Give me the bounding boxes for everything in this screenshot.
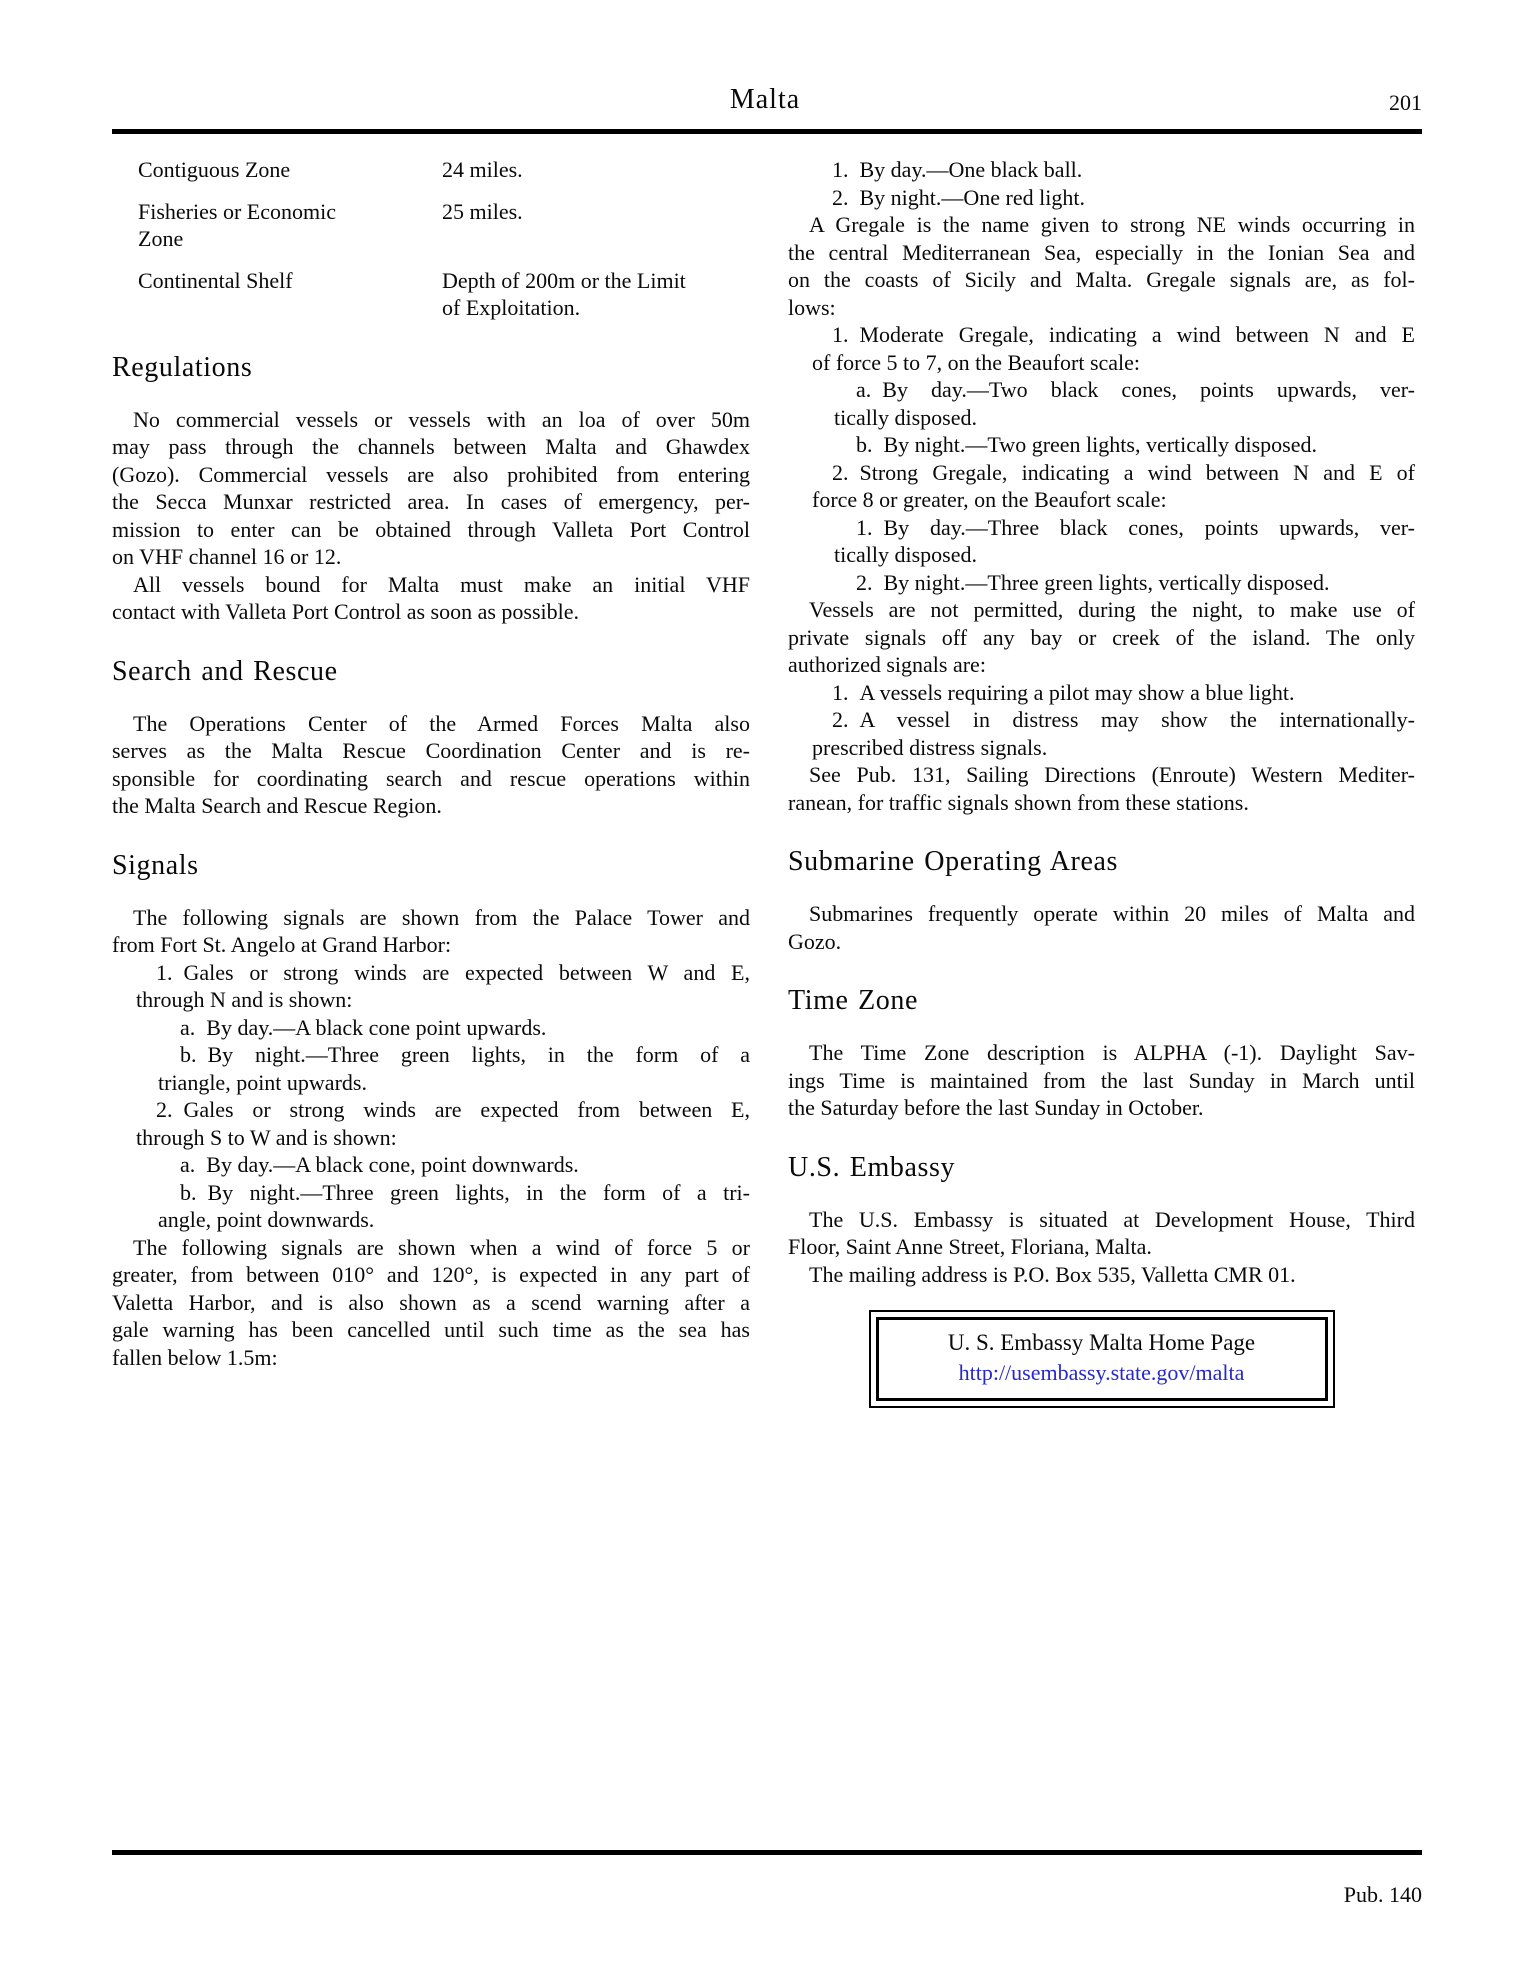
list-item (788, 569, 1415, 597)
text-line: Gozo. (788, 928, 842, 954)
paragraph (788, 761, 1415, 816)
section-heading: Regulations (112, 351, 253, 383)
paragraph (112, 1234, 750, 1372)
text-line: lows: (788, 294, 836, 320)
text-line: Contiguous Zone (138, 157, 291, 182)
table-row (112, 267, 750, 322)
text-line: on VHF channel 16 or 12. (112, 544, 342, 569)
text-line: The Time Zone description is ALPHA (-1). Daylight Sav- (809, 1040, 1415, 1065)
text-line: a. By day.—A black cone, point downwards. (180, 1152, 579, 1177)
text-line: 2. By night.—Three green lights, vertically disposed. (856, 569, 1330, 595)
text-line: through S to W and is shown: (136, 1124, 397, 1150)
zone-value (442, 267, 750, 322)
text-line: All vessels bound for Malta must make an initial VHF (133, 571, 750, 597)
text-line: The following signals are shown when a wind of force 5 or (133, 1234, 750, 1260)
section-heading: Submarine Operating Areas (788, 846, 1119, 877)
list-item (112, 1041, 750, 1096)
text-line: The Operations Center of the Armed Forces Malta also (133, 710, 750, 736)
text-line: the Saturday before the last Sunday in October. (788, 1095, 1204, 1120)
text-line: 2. Gales or strong winds are expected from between E, (156, 1097, 750, 1122)
page-title: Malta (729, 84, 801, 115)
zone-value (442, 198, 750, 253)
text-line: greater, from between 010° and 120°, is expected in any part of (112, 1262, 750, 1287)
header-rule (112, 129, 1422, 134)
text-line: fallen below 1.5m: (112, 1344, 278, 1370)
embassy-link[interactable]: http://usembassy.state.gov/malta (958, 1360, 1245, 1385)
text-line: b. By night.—Three green lights, in the form of a (180, 1042, 750, 1067)
text-line: b. By night.—Two green lights, vertically disposed. (856, 432, 1318, 457)
footer-pub-number: Pub. 140 (1343, 1882, 1422, 1907)
text-line: 2. A vessel in distress may show the internationally- (832, 707, 1415, 732)
text-line: tically disposed. (834, 542, 977, 567)
text-line: A Gregale is the name given to strong NE winds occurring in (809, 212, 1415, 237)
text-line: 1. Moderate Gregale, indicating a wind between N and E (832, 322, 1415, 347)
text-line: tically disposed. (834, 404, 977, 430)
paragraph (112, 710, 750, 820)
text-line: Floor, Saint Anne Street, Floriana, Malta. (788, 1234, 1152, 1259)
text-line: See Pub. 131, Sailing Directions (Enroute) Western Mediter- (809, 762, 1415, 787)
embassy-box (869, 1310, 1335, 1408)
zone-value (442, 156, 750, 184)
text-line: 1. Gales or strong winds are expected between W and E, (156, 959, 750, 985)
zone-label (138, 156, 442, 184)
list-item (112, 1014, 750, 1042)
paragraph (788, 1039, 1415, 1122)
text-line: from Fort St. Angelo at Grand Harbor: (112, 932, 452, 957)
right-column (788, 156, 1415, 1408)
section-heading: Signals (112, 849, 199, 881)
text-line: 2. Strong Gregale, indicating a wind between N and E of (832, 459, 1415, 485)
text-line: of force 5 to 7, on the Beaufort scale: (812, 349, 1141, 375)
text-line: The U.S. Embassy is situated at Development House, Third (809, 1206, 1415, 1232)
list-item (788, 459, 1415, 514)
page-number: 201 (1389, 90, 1422, 115)
text-line: a. By day.—A black cone point upwards. (180, 1014, 547, 1040)
text-line: private signals off any bay or creek of the island. The only (788, 624, 1415, 650)
text-line: The mailing address is P.O. Box 535, Valletta CMR 01. (809, 1261, 1296, 1287)
paragraph (788, 1261, 1415, 1289)
text-line: 25 miles. (442, 198, 523, 224)
text-line: ranean, for traffic signals shown from these stations. (788, 789, 1249, 815)
list-item (112, 1151, 750, 1179)
text-line: contact with Valleta Port Control as soon as possible. (112, 599, 580, 624)
text-line: the Secca Munxar restricted area. In cases of emergency, per- (112, 489, 750, 514)
text-line: Zone (138, 226, 184, 251)
list-item (788, 321, 1415, 376)
maritime-zones-table (112, 156, 750, 322)
text-line: authorized signals are: (788, 652, 986, 677)
list-item (112, 1096, 750, 1151)
text-line: sponsible for coordinating search and rescue operations within (112, 765, 750, 791)
text-line: (Gozo). Commercial vessels are also prohibited from entering (112, 461, 750, 487)
text-line: b. By night.—Three green lights, in the form of a tri- (180, 1179, 750, 1205)
paragraph (788, 900, 1415, 955)
text-line: Valetta Harbor, and is also shown as a scend warning after a (112, 1289, 750, 1315)
list-item (788, 376, 1415, 431)
text-line: through N and is shown: (136, 987, 353, 1012)
text-line: a. By day.—Two black cones, points upwards, ver- (856, 377, 1415, 402)
left-column (112, 156, 750, 1371)
paragraph (788, 1206, 1415, 1261)
text-line: of Exploitation. (442, 295, 581, 320)
text-line: mission to enter can be obtained through Valleta Port Control (112, 516, 750, 542)
list-item (788, 184, 1415, 212)
zone-label (138, 267, 442, 322)
section-heading: Search and Rescue (112, 655, 338, 687)
paragraph (112, 571, 750, 626)
list-item (788, 156, 1415, 184)
embassy-box-inner (876, 1317, 1328, 1401)
text-line: No commercial vessels or vessels with an loa of over 50m (133, 406, 750, 432)
paragraph (112, 406, 750, 571)
embassy-box-title: U. S. Embassy Malta Home Page (947, 1330, 1256, 1355)
list-item (788, 514, 1415, 569)
text-line: 24 miles. (442, 157, 523, 182)
section-heading: Time Zone (788, 985, 919, 1016)
text-line: 1. A vessels requiring a pilot may show a blue light. (832, 679, 1295, 705)
text-line: Fisheries or Economic (138, 198, 336, 224)
footer-rule (112, 1850, 1422, 1855)
text-line: The following signals are shown from the Palace Tower and (133, 904, 750, 930)
list-item (788, 431, 1415, 459)
text-line: Continental Shelf (138, 267, 293, 293)
text-line: 2. By night.—One red light. (832, 184, 1085, 210)
text-line: Depth of 200m or the Limit (442, 267, 686, 293)
paragraph (112, 904, 750, 959)
text-line: ings Time is maintained from the last Sunday in March until (788, 1067, 1415, 1093)
table-row (112, 198, 750, 253)
section-heading: U.S. Embassy (788, 1151, 956, 1183)
text-line: 1. By day.—One black ball. (832, 157, 1083, 182)
text-line: the central Mediterranean Sea, especially in the Ionian Sea and (788, 239, 1415, 265)
text-line: Submarines frequently operate within 20 miles of Malta and (809, 901, 1415, 926)
text-line: gale warning has been cancelled until such time as the sea has (112, 1317, 750, 1342)
list-item (788, 679, 1415, 707)
paragraph (788, 596, 1415, 679)
text-line: 1. By day.—Three black cones, points upwards, ver- (856, 514, 1415, 540)
text-line: angle, point downwards. (158, 1207, 375, 1232)
zone-label (138, 198, 442, 253)
paragraph (788, 211, 1415, 321)
text-line: triangle, point upwards. (158, 1069, 367, 1095)
list-item (112, 1179, 750, 1234)
text-line: force 8 or greater, on the Beaufort scale: (812, 487, 1167, 512)
text-line: may pass through the channels between Malta and Ghawdex (112, 434, 750, 459)
text-line: on the coasts of Sicily and Malta. Gregale signals are, as fol- (788, 267, 1415, 292)
text-line: Vessels are not permitted, during the night, to make use of (809, 597, 1415, 622)
list-item (112, 959, 750, 1014)
list-item (788, 706, 1415, 761)
text-line: prescribed distress signals. (812, 734, 1048, 760)
text-line: the Malta Search and Rescue Region. (112, 793, 442, 818)
table-row (112, 156, 750, 184)
text-line: serves as the Malta Rescue Coordination Center and is re- (112, 738, 750, 763)
